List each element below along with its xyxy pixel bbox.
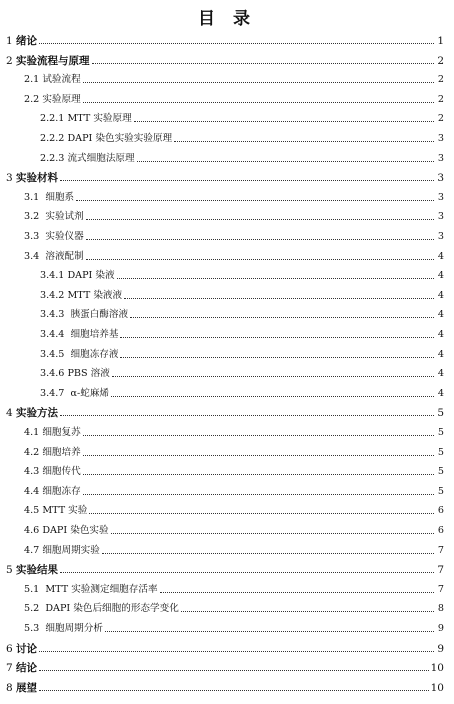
toc-entry-title: MTT 实验原理 <box>67 113 132 125</box>
toc-entry-number: 3.4.7 <box>40 387 71 399</box>
toc-entry-number: 3 <box>6 172 17 185</box>
toc-entry-number: 5.3 <box>24 623 46 634</box>
toc-entry-page: 2 <box>437 113 444 125</box>
toc-entry-page: 1 <box>437 35 444 47</box>
toc-entry-number: 8 <box>6 681 17 694</box>
toc-entry-title: 实验试剂 <box>45 211 84 223</box>
toc-entry[interactable] <box>0 482 444 498</box>
toc-entry-page: 3 <box>437 133 444 144</box>
toc-entry-title: 细胞冻存液 <box>70 348 119 360</box>
toc-entry[interactable] <box>0 129 444 145</box>
toc-entry[interactable] <box>0 90 444 106</box>
toc-entry-title: 细胞传代 <box>42 466 81 478</box>
dot-leader <box>39 670 429 671</box>
toc-entry-number: 2.2 <box>24 93 43 105</box>
toc-entry-number: 4.1 <box>24 427 43 438</box>
toc-entry[interactable] <box>0 247 444 263</box>
toc-entry[interactable] <box>0 541 444 557</box>
toc-entry[interactable] <box>0 345 444 361</box>
dot-leader <box>83 102 434 103</box>
toc-entry-page: 5 <box>437 485 444 497</box>
toc-entry-number: 2.1 <box>24 74 43 86</box>
dot-leader <box>60 572 434 573</box>
toc-entry-title: 细胞培养 <box>42 446 81 458</box>
toc-entry-number: 2.2.3 <box>40 152 68 164</box>
toc-entry-number: 3.4.5 <box>40 348 71 360</box>
toc-entry-page: 3 <box>437 152 444 164</box>
dot-leader <box>111 533 434 534</box>
toc-entry-title: 展望 <box>16 681 38 694</box>
toc-entry-page: 8 <box>437 603 444 615</box>
toc-entry-page: 9 <box>437 623 444 634</box>
toc-entry-page: 4 <box>437 368 444 380</box>
toc-entry-title: 实验材料 <box>16 172 59 185</box>
toc-entry[interactable] <box>0 149 444 165</box>
toc-entry-title: MTT 实验测定细胞存活率 <box>45 583 158 595</box>
toc-entry-number: 4 <box>6 407 17 420</box>
toc-entry[interactable] <box>0 501 444 517</box>
dot-leader <box>92 63 434 64</box>
toc-entry[interactable] <box>0 364 444 380</box>
toc-entry-title: 溶液配制 <box>45 250 84 262</box>
toc-entry-title: 试验流程 <box>42 74 81 86</box>
toc-entry-number: 4.7 <box>24 544 43 556</box>
toc-entry-page: 3 <box>437 231 444 242</box>
dot-leader <box>83 435 434 436</box>
toc-entry-title: 细胞周期分析 <box>45 623 103 634</box>
dot-leader <box>83 494 434 495</box>
toc-entry-page: 4 <box>437 309 444 321</box>
toc-entry-page: 3 <box>437 172 444 185</box>
toc-entry-page: 4 <box>437 348 444 360</box>
toc-entry-number: 3.3 <box>24 231 46 242</box>
dot-leader <box>86 259 434 260</box>
toc-entry-page: 2 <box>437 93 444 105</box>
toc-entry-page: 7 <box>437 583 444 595</box>
toc-entry-page: 9 <box>437 642 444 655</box>
toc-entry-number: 2.2.1 <box>40 113 68 125</box>
dot-leader <box>137 161 434 162</box>
toc-entry-number: 5.1 <box>24 583 46 595</box>
toc-entry-title: 绪论 <box>16 35 38 47</box>
toc-entry-title: 细胞培养基 <box>70 329 119 340</box>
toc-entry-page: 5 <box>437 407 444 420</box>
toc-entry-number: 3.4.3 <box>40 309 71 321</box>
dot-leader <box>181 611 434 612</box>
dot-leader <box>86 219 434 220</box>
toc-entry-title: DAPI 染色实验 <box>42 525 109 536</box>
toc-entry-page: 7 <box>437 544 444 556</box>
page-title: 目 录 <box>198 9 256 29</box>
toc-entry[interactable] <box>0 207 444 223</box>
dot-leader <box>83 474 434 475</box>
dot-leader <box>160 592 434 593</box>
toc-entry-number: 5 <box>6 564 17 577</box>
dot-leader <box>124 298 434 299</box>
dot-leader <box>120 337 434 338</box>
toc-entry[interactable] <box>0 462 444 478</box>
toc-entry[interactable] <box>0 403 444 419</box>
toc-entry[interactable] <box>0 678 444 694</box>
toc-entry-number: 7 <box>6 662 17 675</box>
toc-entry-page: 6 <box>437 525 444 536</box>
toc-entry-page: 3 <box>437 211 444 223</box>
toc-entry[interactable] <box>0 325 444 341</box>
toc-entry-title: DAPI 染色实验实验原理 <box>67 133 173 144</box>
toc-entry[interactable] <box>0 286 444 302</box>
dot-leader <box>120 357 434 358</box>
dot-leader <box>105 631 434 632</box>
toc-entry-title: 讨论 <box>16 642 38 655</box>
toc-entry-number: 3.1 <box>24 191 46 203</box>
toc-entry-number: 2 <box>6 54 17 67</box>
toc-entry-number: 3.4.1 <box>40 270 68 282</box>
toc-entry-page: 5 <box>437 466 444 478</box>
toc-entry-number: 3.4.6 <box>40 368 68 380</box>
toc-entry-title: 实验流程与原理 <box>16 54 90 67</box>
dot-leader <box>86 239 434 240</box>
toc-entry[interactable] <box>0 31 444 47</box>
toc-entry-number: 4.3 <box>24 466 43 478</box>
toc-entry-page: 2 <box>437 54 444 67</box>
toc-entry-title: 结论 <box>16 662 38 675</box>
dot-leader <box>83 82 434 83</box>
dot-leader <box>39 651 434 652</box>
toc-entry-number: 5.2 <box>24 603 46 615</box>
dot-leader <box>134 121 434 122</box>
toc-entry[interactable] <box>0 560 444 576</box>
dot-leader <box>174 141 434 142</box>
toc-entry-number: 3.4.2 <box>40 289 68 301</box>
dot-leader <box>83 455 434 456</box>
toc-entry[interactable] <box>0 109 444 125</box>
toc-entry-number: 3.2 <box>24 211 46 223</box>
dot-leader <box>89 513 434 514</box>
toc-entry-title: 实验结果 <box>16 564 59 577</box>
toc-entry-page: 10 <box>430 662 444 675</box>
dot-leader <box>130 317 434 318</box>
toc-entry[interactable] <box>0 168 444 184</box>
toc-entry-page: 4 <box>437 387 444 399</box>
toc-entry-number: 2.2.2 <box>40 133 68 144</box>
toc-entry-page: 5 <box>437 446 444 458</box>
toc-entry-page: 4 <box>437 270 444 282</box>
toc-entry[interactable] <box>0 51 444 67</box>
toc-entry-number: 4.6 <box>24 525 43 536</box>
toc-entry-title: MTT 染液液 <box>67 289 123 301</box>
toc-entry[interactable] <box>0 658 444 674</box>
toc-entry-title: 细胞冻存 <box>42 485 81 497</box>
toc-entry-page: 10 <box>430 681 444 694</box>
dot-leader <box>60 180 434 181</box>
toc-entry-number: 4.5 <box>24 505 43 517</box>
toc-entry-title: 细胞复苏 <box>42 427 81 438</box>
dot-leader <box>76 200 434 201</box>
toc-entry-number: 4.4 <box>24 485 43 497</box>
toc-entry-page: 4 <box>437 329 444 340</box>
toc-entry-page: 5 <box>437 427 444 438</box>
toc-entry-title: MTT 实验 <box>42 505 88 517</box>
toc-entry[interactable] <box>0 384 444 400</box>
dot-leader <box>117 278 434 279</box>
toc-entry-page: 6 <box>437 505 444 517</box>
toc-entry-title: 胰蛋白酶溶液 <box>70 309 129 321</box>
toc-entry-title: PBS 溶液 <box>67 368 110 380</box>
toc-entry-title: DAPI 染液 <box>67 270 115 282</box>
toc-entry-page: 2 <box>437 74 444 86</box>
toc-entry-title: DAPI 染色后细胞的形态学变化 <box>45 603 179 615</box>
toc-entry-title: 流式细胞法原理 <box>67 152 135 164</box>
toc-entry-number: 3.4.4 <box>40 329 71 340</box>
toc-entry-title: α-蛇麻烯 <box>70 387 110 399</box>
toc-entry-title: 实验仪器 <box>45 231 84 242</box>
toc-entry-number: 6 <box>6 642 17 655</box>
dot-leader <box>112 376 434 377</box>
toc-entry[interactable] <box>0 227 444 243</box>
toc-entry[interactable] <box>0 423 444 439</box>
toc-entry-page: 4 <box>437 289 444 301</box>
toc-entry-number: 1 <box>6 35 17 47</box>
toc-entry-number: 3.4 <box>24 250 46 262</box>
dot-leader <box>111 396 434 397</box>
toc-entry[interactable] <box>0 599 444 615</box>
toc-entry[interactable] <box>0 188 444 204</box>
toc-entry-title: 细胞系 <box>45 191 75 203</box>
toc-entry[interactable] <box>0 521 444 537</box>
toc-entry[interactable] <box>0 305 444 321</box>
toc-entry[interactable] <box>0 266 444 282</box>
toc-entry[interactable] <box>0 639 444 655</box>
toc-entry-page: 3 <box>437 191 444 203</box>
toc-entry[interactable] <box>0 619 444 635</box>
toc-entry-title: 实验原理 <box>42 93 81 105</box>
toc-entry-title: 实验方法 <box>16 407 59 420</box>
dot-leader <box>39 690 429 691</box>
toc-entry-number: 4.2 <box>24 446 43 458</box>
dot-leader <box>39 43 434 44</box>
toc-entry[interactable] <box>0 70 444 86</box>
dot-leader <box>102 553 434 554</box>
toc-entry[interactable] <box>0 443 444 459</box>
toc-entry[interactable] <box>0 580 444 596</box>
toc-entry-page: 4 <box>437 250 444 262</box>
toc-entry-title: 细胞周期实验 <box>42 544 100 556</box>
dot-leader <box>60 415 434 416</box>
toc-entry-page: 7 <box>437 564 444 577</box>
